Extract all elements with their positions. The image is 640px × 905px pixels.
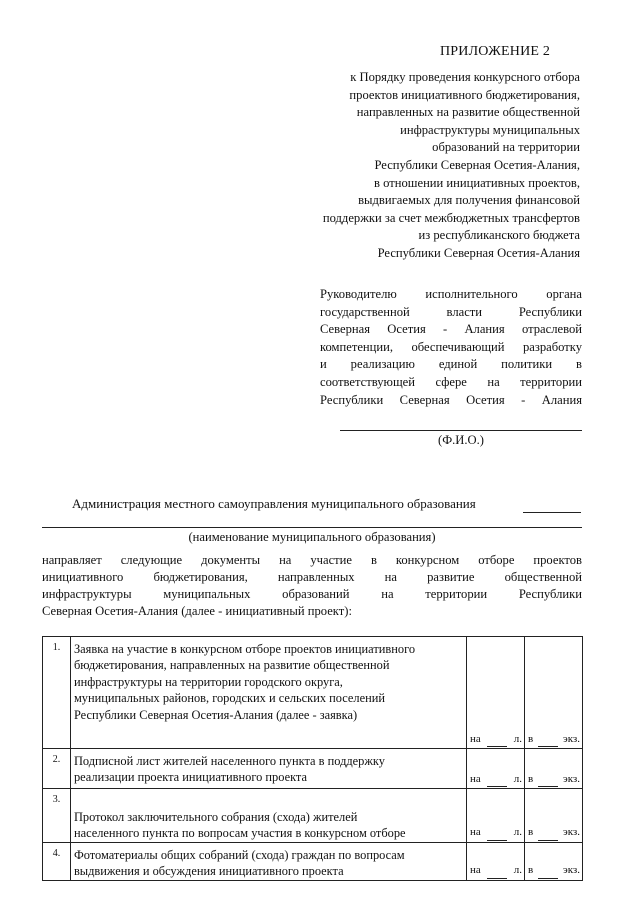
pages-prefix: на (470, 772, 481, 785)
pages-blank[interactable] (487, 737, 507, 747)
description-line: реализации проекта инициативного проекта (73, 770, 307, 785)
appendix-line: инфраструктуры муниципальных (400, 122, 580, 137)
copies-blank[interactable] (538, 831, 558, 841)
addressee-line: государственной власти Республики (320, 304, 582, 319)
appendix-line: Республики Северная Осетия-Алания, (374, 157, 580, 172)
description-line: муниципальных районов, городских и сельских поселений (73, 691, 385, 706)
pages-cell[interactable] (467, 749, 525, 789)
appendix-line: из республиканского бюджета (418, 228, 580, 243)
document-description (70, 789, 466, 843)
intro-line: направляет следующие документы на участие в конкурсном отборе проектов (42, 553, 582, 567)
description-line: Фотоматериалы общих собраний (схода) граждан по вопросам (73, 847, 405, 862)
pages-suffix: л. (513, 732, 522, 745)
description-line: Заявка на участие в конкурсном отборе проектов инициативного (73, 642, 416, 656)
addressee-line: Руководителю исполнительного органа (320, 287, 582, 301)
pages-blank[interactable] (487, 777, 507, 787)
intro-paragraph (42, 552, 582, 620)
pages-suffix: л. (513, 772, 522, 785)
table-row (43, 842, 583, 880)
documents-table (42, 636, 583, 881)
copies-suffix: экз. (562, 864, 580, 877)
addressee-line: Северная Осетия - Алания отраслевой (320, 322, 582, 337)
pages-prefix: на (470, 864, 481, 877)
row-number: 1. (43, 637, 71, 749)
copies-blank[interactable] (538, 869, 558, 879)
fio-caption: (Ф.И.О.) (438, 433, 484, 447)
pages-prefix: на (470, 826, 481, 839)
row-number: 4. (43, 842, 71, 880)
fio-signature-line[interactable] (340, 430, 582, 431)
table-row (43, 637, 583, 749)
appendix-line: направленных на развитие общественной (356, 105, 580, 120)
intro-line: инфраструктуры муниципальных образований на территории Республики (42, 587, 582, 601)
municipality-caption: (наименование муниципального образования) (188, 530, 436, 544)
table-row (43, 789, 583, 843)
appendix-line: проектов инициативного бюджетирования, (349, 87, 580, 102)
pages-suffix: л. (513, 864, 522, 877)
description-line: Подписной лист жителей населенного пункта в поддержку (73, 754, 385, 768)
pages-prefix: на (470, 732, 481, 745)
appendix-title: ПРИЛОЖЕНИЕ 2 (440, 44, 551, 59)
appendix-reference (250, 69, 580, 263)
copies-suffix: экз. (562, 826, 580, 839)
description-line: инфраструктуры на территории городского округа, (73, 674, 343, 689)
copies-blank[interactable] (538, 777, 558, 787)
appendix-line: образований на территории (432, 140, 580, 155)
appendix-line: Республики Северная Осетия-Алания (377, 245, 580, 260)
description-line: населенного пункта по вопросам участия в конкурсном отборе (73, 826, 406, 841)
pages-cell[interactable] (467, 842, 525, 880)
addressee-line: компетенции, обеспечивающий разработку (320, 339, 582, 354)
copies-prefix: в (528, 826, 534, 839)
addressee-line: и реализацию единой политики в (320, 357, 582, 372)
appendix-line: в отношении инициативных проектов, (374, 175, 580, 190)
copies-cell[interactable] (525, 749, 583, 789)
pages-blank[interactable] (487, 831, 507, 841)
row-number: 2. (43, 749, 71, 789)
document-description (70, 842, 466, 880)
copies-suffix: экз. (562, 732, 580, 745)
appendix-line: к Порядку проведения конкурсного отбора (350, 70, 580, 84)
copies-cell[interactable] (525, 789, 583, 843)
copies-prefix: в (528, 864, 534, 877)
description-line: Республики Северная Осетия-Алания (далее - заявка) (73, 707, 358, 722)
copies-cell[interactable] (525, 637, 583, 749)
appendix-line: поддержки за счет межбюджетных трансфертов (322, 210, 580, 225)
administration-text: Администрация местного самоуправления муниципального образования (72, 496, 476, 511)
document-description (70, 637, 466, 749)
addressee-line: соответствующей сфере на территории (320, 374, 582, 389)
addressee-block (320, 286, 582, 409)
description-line: выдвижения и обсуждения инициативного проекта (73, 864, 344, 879)
description-line: бюджетирования, направленных на развитие общественной (73, 658, 390, 673)
copies-cell[interactable] (525, 842, 583, 880)
copies-prefix: в (528, 732, 534, 745)
addressee-line: Республики Северная Осетия - Алания (320, 392, 582, 407)
appendix-line: выдвигаемых для получения финансовой (358, 193, 580, 208)
row-number: 3. (43, 789, 71, 843)
municipality-name-line[interactable] (42, 527, 582, 528)
table-row (43, 749, 583, 789)
copies-suffix: экз. (562, 772, 580, 785)
pages-cell[interactable] (467, 637, 525, 749)
document-description (70, 749, 466, 789)
intro-line: инициативного бюджетирования, направленных на развитие общественной (42, 570, 582, 584)
pages-suffix: л. (513, 826, 522, 839)
intro-line: Северная Осетия-Алания (далее - инициативный проект): (42, 604, 352, 618)
pages-cell[interactable] (467, 789, 525, 843)
municipality-short-blank[interactable] (523, 512, 581, 513)
copies-blank[interactable] (538, 737, 558, 747)
description-line: Протокол заключительного собрания (схода) жителей (73, 810, 358, 824)
copies-prefix: в (528, 772, 534, 785)
pages-blank[interactable] (487, 869, 507, 879)
description-line (74, 793, 463, 809)
